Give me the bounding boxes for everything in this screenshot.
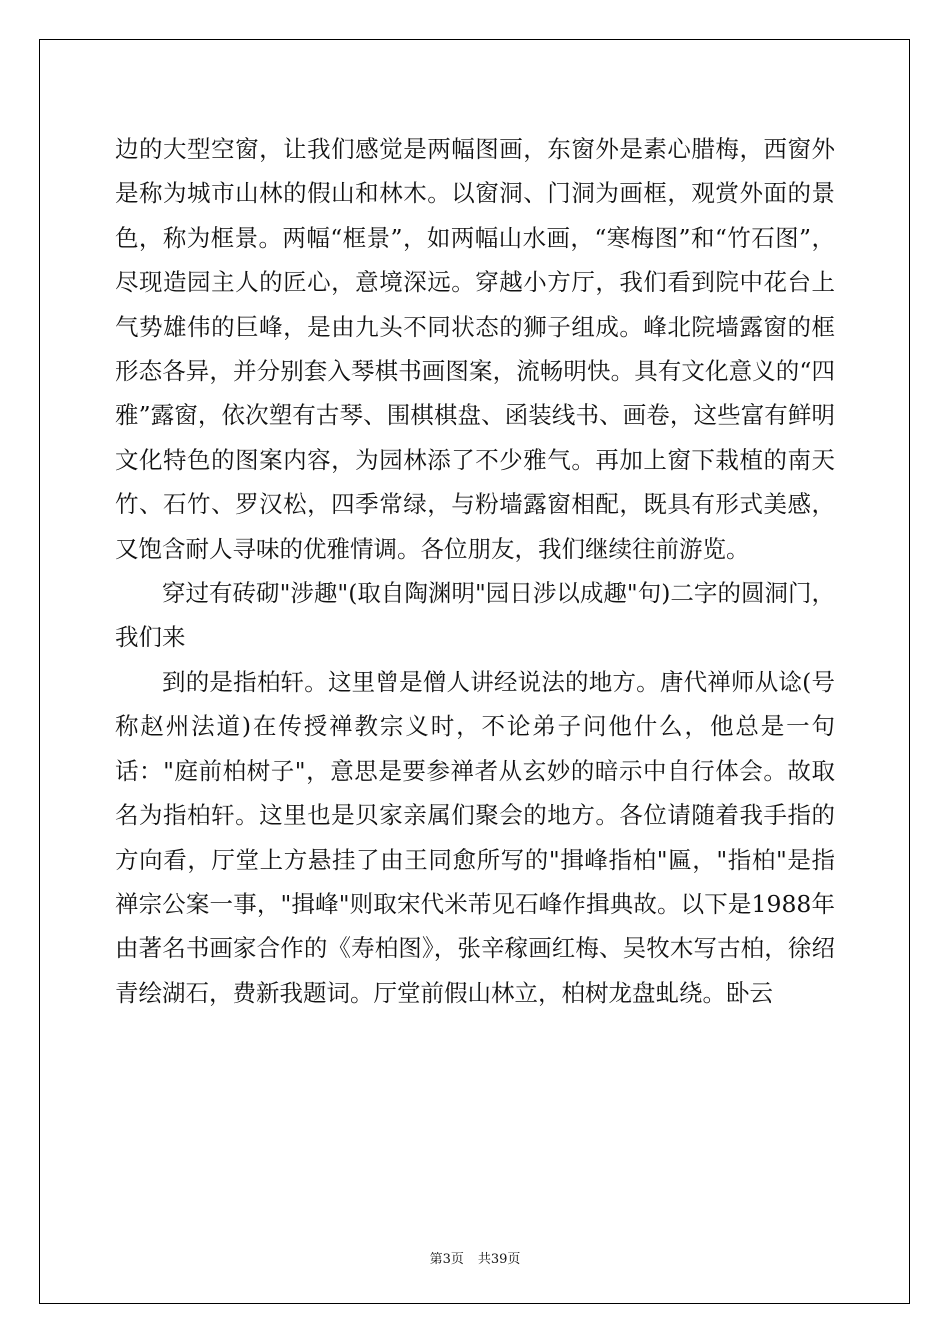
page-footer xyxy=(0,1248,950,1267)
paragraph-2: 穿过有砖砌"涉趣"(取自陶渊明"园日涉以成趣"句)二字的圆洞门，我们来 xyxy=(115,579,835,652)
total-pages: 共39页 xyxy=(477,1252,521,1267)
document-body xyxy=(115,127,835,1015)
page-number: 第3页 xyxy=(429,1252,464,1267)
paragraph-1: 边的大型空窗，让我们感觉是两幅图画，东窗外是素心腊梅，西窗外是称为城市山林的假山和林木。以窗洞、门洞为画框，观赏外面的景色，称为框景。两幅“框景”，如两幅山水画，“寒梅图”和“竹石图”，尽现造园主人的匠心，意境深远。穿越小方厅，我们看到院中花台上气势雄伟的巨峰，是由九头不同状态的狮子组成。峰北院墙露窗的框形态各异，并分别套入琴棋书画图案，流畅明快。具有文化意义的“四雅”露窗，依次塑有古琴、围棋棋盘、函装线书、画卷，这些富有鲜明文化特色的图案内容，为园林添了不少雅气。再加上窗下栽植的南天竹、石竹、罗汉松，四季常绿，与粉墙露窗相配，既具有形式美感，又饱含耐人寻味的优雅情调。各位朋友，我们继续往前游览。 xyxy=(115,135,835,563)
paragraph-3: 到的是指柏轩。这里曾是僧人讲经说法的地方。唐代禅师从谂(号称赵州法道)在传授禅教宗义时，不论弟子问他什么，他总是一句话："庭前柏树子"，意思是要参禅者从玄妙的暗示中自行体会。故取名为指柏轩。这里也是贝家亲属们聚会的地方。各位请随着我手指的方向看，厅堂上方悬挂了由王同愈所写的"揖峰指柏"匾，"指柏"是指禅宗公案一事，"揖峰"则取宋代米芾见石峰作揖典故。以下是1988年由著名书画家合作的《寿柏图》，张辛稼画红梅、吴牧木写古柏，徐绍青绘湖石，费新我题词。厅堂前假山林立，柏树龙盘虬绕。卧云 xyxy=(115,667,835,1007)
